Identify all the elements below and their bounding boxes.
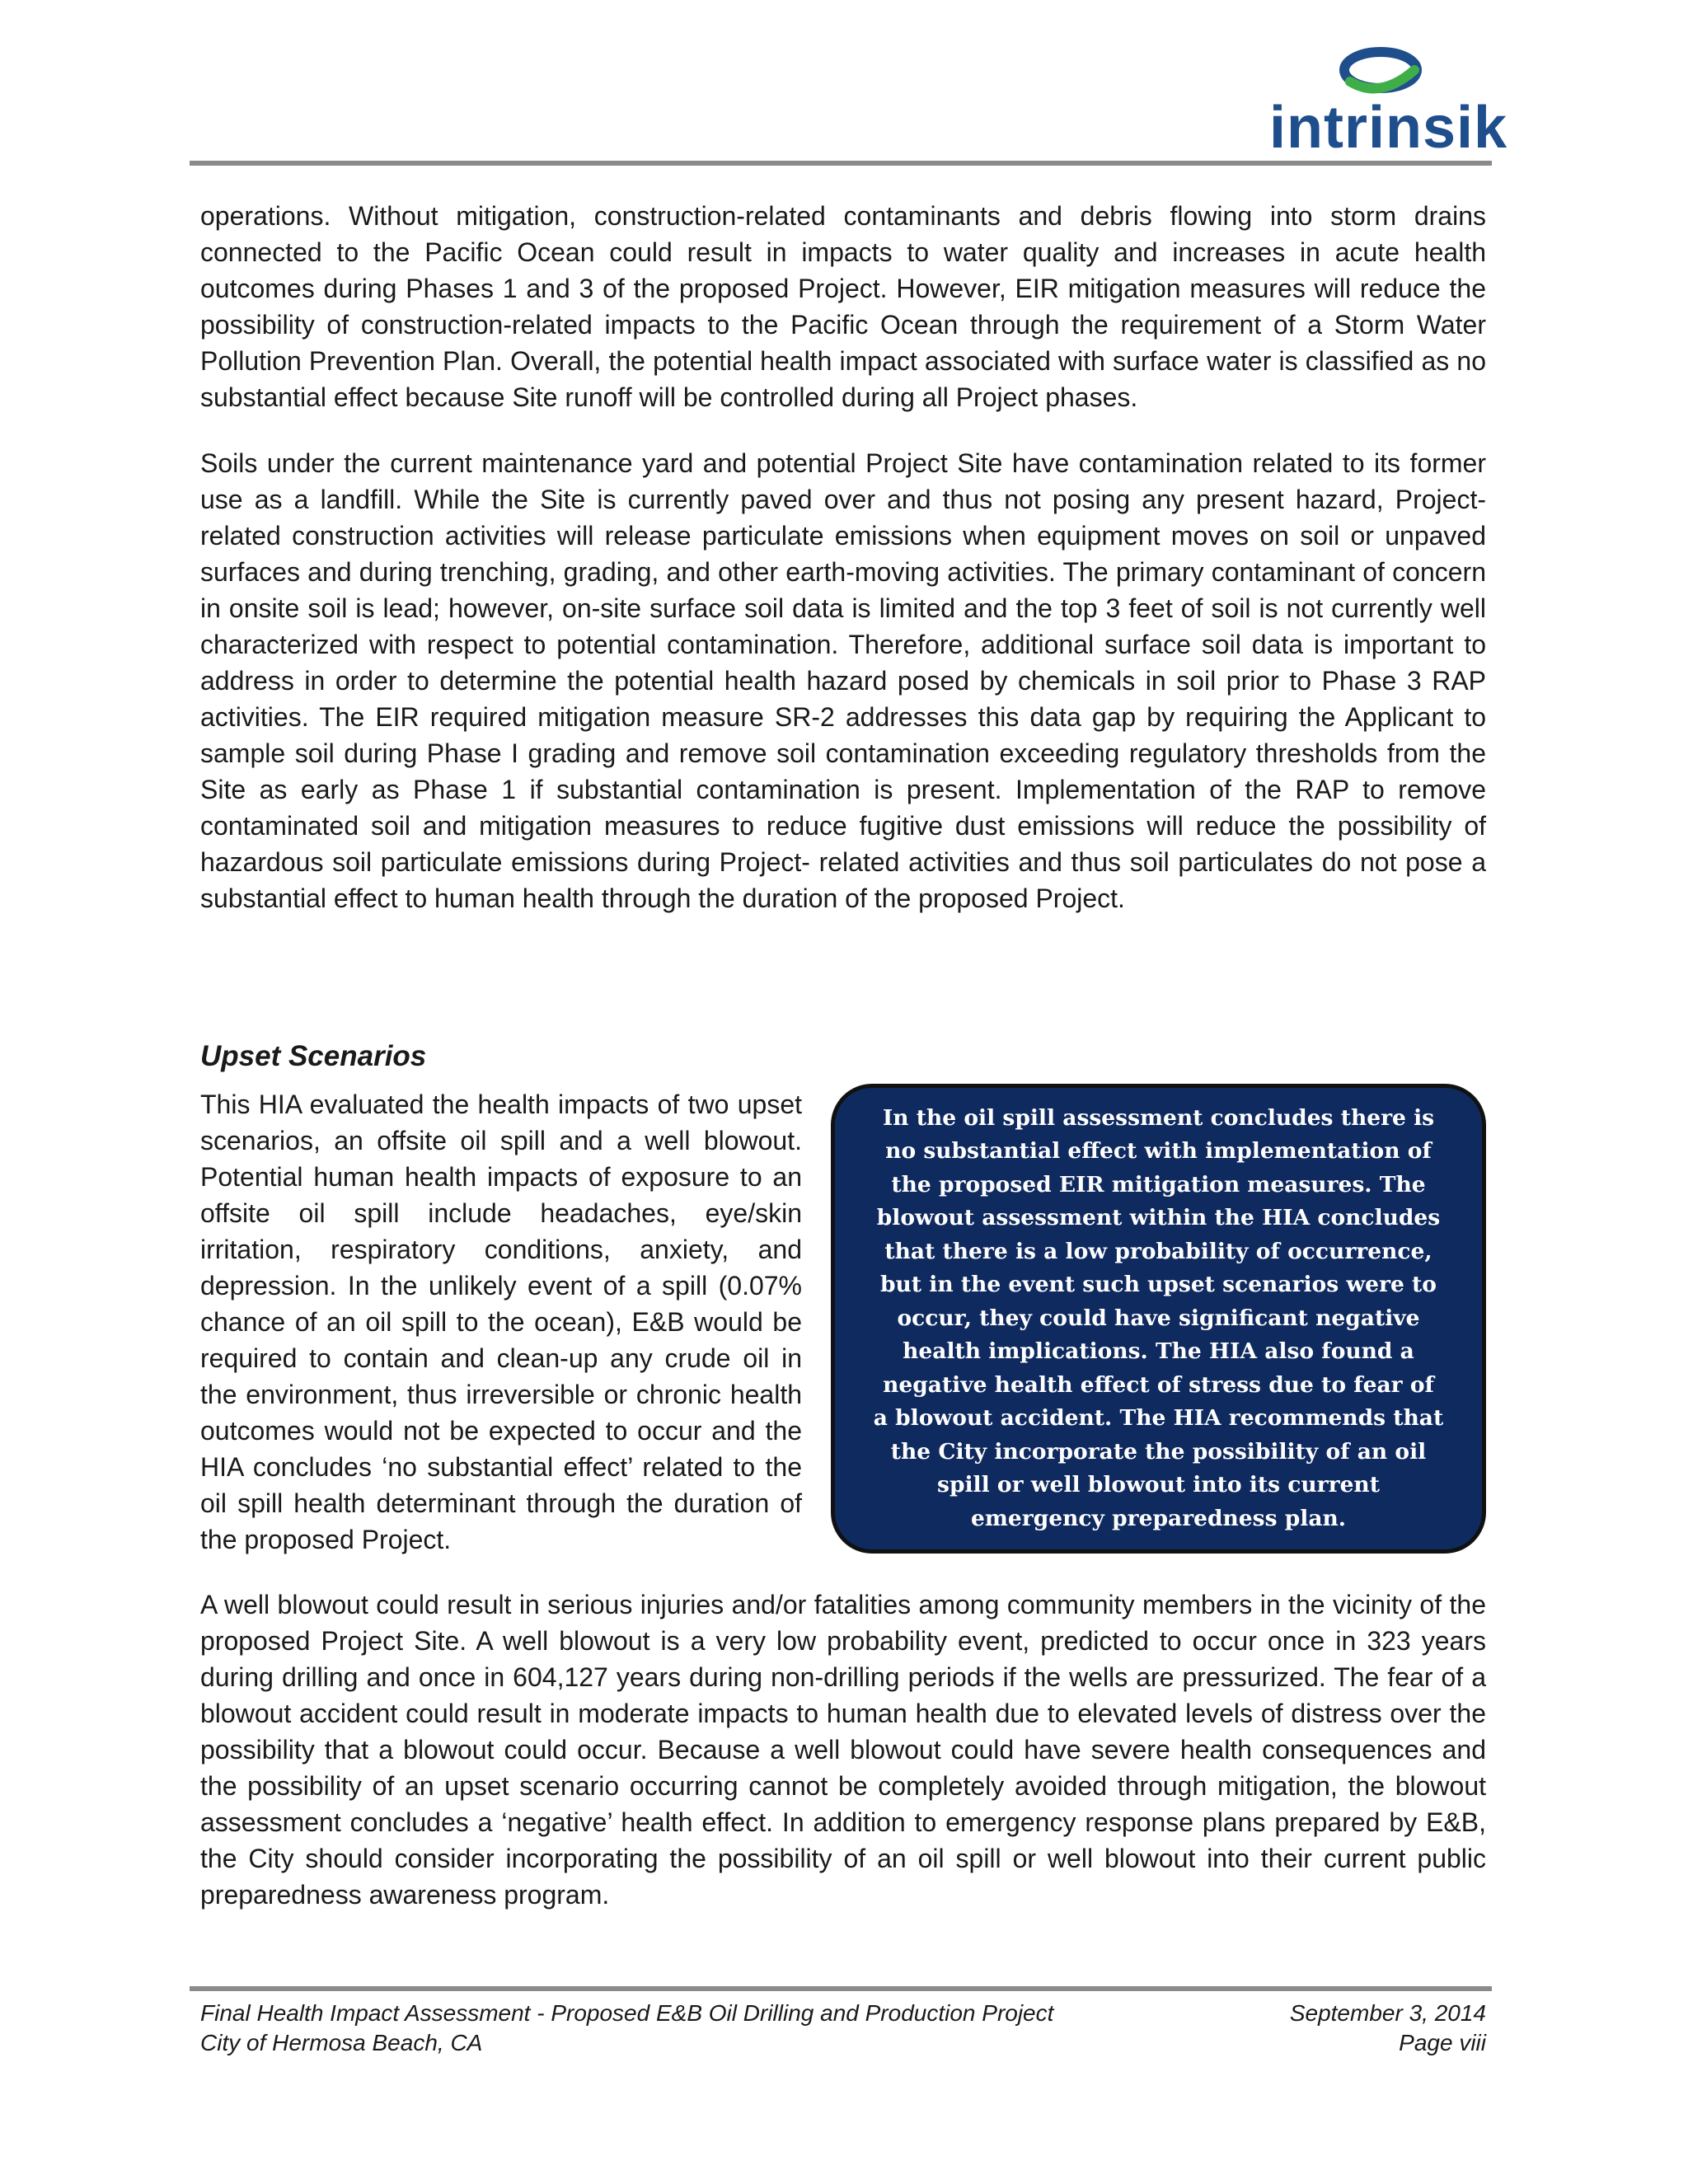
footer-right bbox=[1156, 1999, 1486, 2058]
paragraph-well-blowout: A well blowout could result in serious injuries and/or fatalities among community members in the vicinity of the proposed Project Site. A well blowout is a very low probability event, predicted to occur once in 323 years during drilling and once in 604,127 years during non-drilling periods if the wells are pressurized. The fear of a blowout accident could result in moderate impacts to human health due to elevated levels of distress over the possibility that a blowout could occur. Because a well blowout could have severe health consequences and the possibility of an upset scenario occurring cannot be completely avoided through mitigation, the blowout assessment concludes a ‘negative’ health effect. In addition to emergency response plans prepared by E&B, the City should consider incorporating the possibility of an oil spill or well blowout into their current public preparedness awareness program. bbox=[200, 1590, 1486, 1910]
footer-left bbox=[200, 1999, 1189, 2058]
intrinsik-logo bbox=[1269, 45, 1508, 161]
paragraph-upset-scenarios: This HIA evaluated the health impacts of two upset scenarios, an offsite oil spill and a well blowout. Potential human health impacts of exposure to an offsite oil spill include headaches, eye/skin irritation, respiratory conditions, anxiety, and depression. In the unlikely event of a spill (0.07% chance of an oil spill to the ocean), E&B would be required to contain and clean-up any crude oil in the environment, thus irreversible or chronic health outcomes would not be expected to occur and the HIA concludes ‘no substantial effect’ related to the oil spill health determinant through the duration of the proposed Project. bbox=[200, 1090, 802, 1554]
logo-swoosh-icon bbox=[1335, 45, 1426, 96]
paragraph-surface-water: operations. Without mitigation, construction-related contaminants and debris flowing into storm drains connected to the Pacific Ocean could result in impacts to water quality and increases in acute health outcomes during Phases 1 and 3 of the proposed Project. However, EIR mitigation measures will reduce the possibility of construction-related impacts to the Pacific Ocean through the requirement of a Storm Water Pollution Prevention Plan. Overall, the potential health impact associated with surface water is classified as no substantial effect because Site runoff will be controlled during all Project phases. bbox=[200, 201, 1486, 412]
header-divider bbox=[190, 161, 1492, 166]
callout-text: In the oil spill assessment concludes there is no substantial effect with implementation of the proposed EIR mitigation measures. The blowout assessment within the HIA concludes that there is a low probability of occurrence, but in the event such upset scenarios were to occur, they could have significant negative health implications. The HIA also found a negative health effect of stress due to fear of a blowout accident. The HIA recommends that the City incorporate the possibility of an oil spill or well blowout into its current emergency preparedness plan. bbox=[873, 1104, 1444, 1531]
footer-date: September 3, 2014 bbox=[1289, 2000, 1486, 2026]
paragraph-soils: Soils under the current maintenance yard and potential Project Site have contamination related to its former use as a landfill. While the Site is currently paved over and thus not posing any present hazard, Project-related construction activities will release particulate emissions when equipment moves on soil or unpaved surfaces and during trenching, grading, and other earth-moving activities. The primary contaminant of concern in onsite soil is lead; however, on-site surface soil data is limited and the top 3 feet of soil is not currently well characterized with respect to potential contamination. Therefore, additional surface soil data is important to address in order to determine the potential health hazard posed by chemicals in soil prior to Phase 3 RAP activities. The EIR required mitigation measure SR-2 addresses this data gap by requiring the Applicant to sample soil during Phase I grading and remove soil contamination exceeding regulatory thresholds from the Site as early as Phase 1 if substantial contamination is present. Implementation of the RAP to remove contaminated soil and mitigation measures to reduce fugitive dust emissions will reduce the possibility of hazardous soil particulate emissions during Project- related activities and thus soil particulates do not pose a substantial effect to human health through the duration of the proposed Project. bbox=[200, 448, 1486, 913]
footer-divider bbox=[190, 1986, 1492, 1991]
footer-page-number: Page viii bbox=[1399, 2030, 1486, 2055]
footer-document-title: Final Health Impact Assessment - Proposed E&B Oil Drilling and Production Project bbox=[200, 2000, 1054, 2026]
footer-location: City of Hermosa Beach, CA bbox=[200, 2030, 483, 2055]
summary-callout-box bbox=[831, 1084, 1486, 1554]
logo-wordmark: intrinsik bbox=[1269, 95, 1508, 161]
section-heading: Upset Scenarios bbox=[200, 1040, 427, 1072]
